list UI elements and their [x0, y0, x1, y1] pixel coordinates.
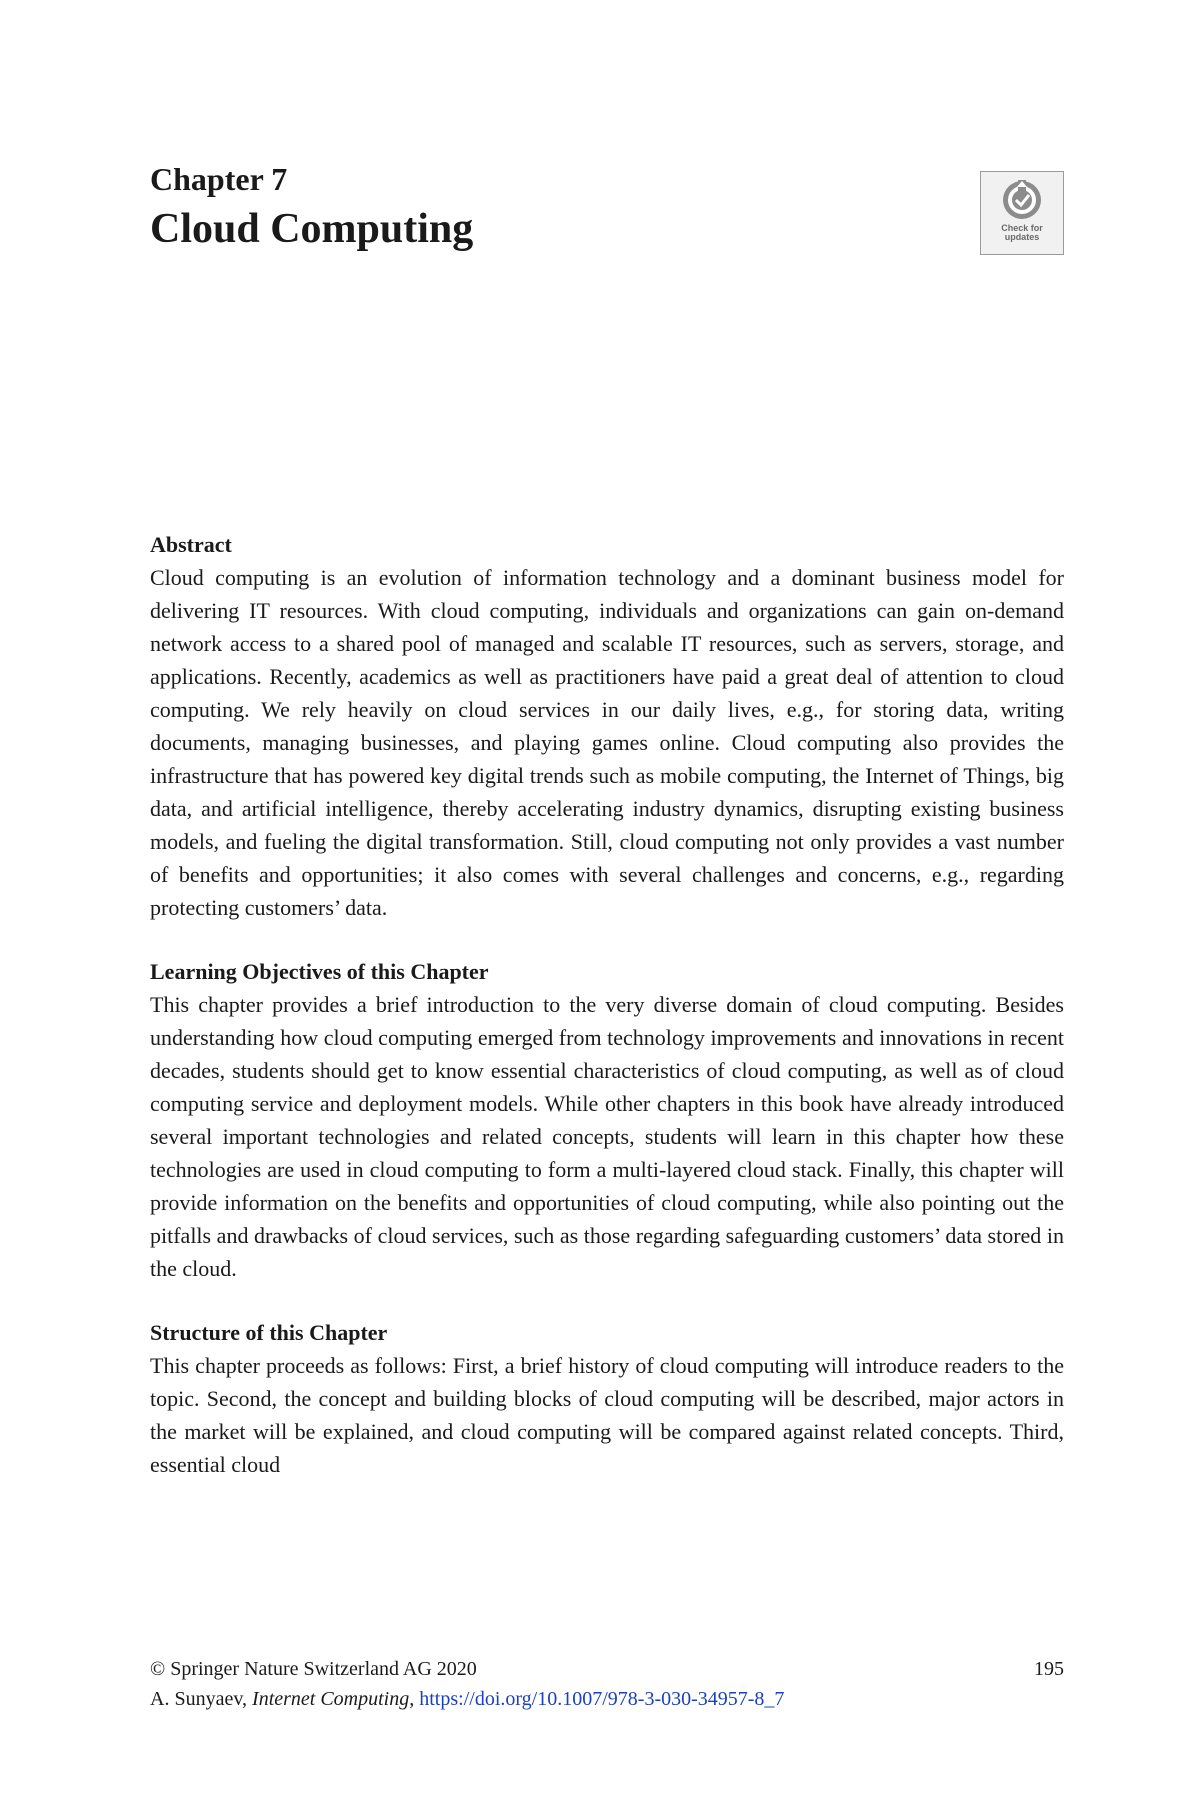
chapter-front-matter [150, 528, 1064, 1512]
copyright-notice: © Springer Nature Switzerland AG 2020 [150, 1658, 477, 1680]
structure-text: This chapter proceeds as follows: First, a brief history of cloud computing will introduce readers to the topic. Second, the concept and building blocks of cloud computing will be described, major actors in the market will be explained, and cloud computing will be compared against related concepts. Third, essential cloud [150, 1353, 1064, 1477]
structure-heading: Structure of this Chapter [150, 1320, 388, 1345]
learning-objectives-text: This chapter provides a brief introduction to the very diverse domain of cloud computing. Besides understanding how cloud computing emerged from technology improvements and innovations in recent decades, students should get to know essential characteristics of cloud computing, as well as of cloud computing service and deployment models. While other chapters in this book have already introduced several important technologies and related concepts, students will learn in this chapter how these technologies are used in cloud computing to form a multi-layered cloud stack. Finally, this chapter will provide information on the benefits and opportunities of cloud computing, while also pointing out the pitfalls and drawbacks of cloud services, such as those regarding safeguarding customers’ data stored in the cloud. [150, 992, 1064, 1281]
chapter-label: Chapter 7 [150, 161, 288, 197]
abstract-text: Cloud computing is an evolution of information technology and a dominant business model for delivering IT resources. With cloud computing, individuals and organizations can gain on-demand network access to a shared pool of managed and scalable IT resources, such as servers, storage, and applications. Recently, academics as well as practitioners have paid a great deal of attention to cloud computing. We rely heavily on cloud services in our daily lives, e.g., for storing data, writing documents, managing businesses, and playing games online. Cloud computing also provides the infrastructure that has powered key digital trends such as mobile computing, the Internet of Things, big data, and artificial intelligence, thereby accelerating industry dynamics, disrupting existing business models, and fueling the digital transformation. Still, cloud computing not only provides a vast number of benefits and opportunities; it also comes with several challenges and concerns, e.g., regarding protecting customers’ data. [150, 565, 1064, 920]
doi-link[interactable]: https://doi.org/10.1007/978-3-030-34957-8_7 [419, 1688, 785, 1710]
footer-copyright-row [150, 1654, 1064, 1684]
learning-objectives-section [150, 955, 1064, 1285]
book-title: Internet Computing [252, 1688, 410, 1710]
abstract-heading: Abstract [150, 532, 232, 557]
badge-label: Check for updates [1001, 223, 1043, 242]
check-for-updates-icon [1000, 178, 1044, 222]
learning-objectives-heading: Learning Objectives of this Chapter [150, 959, 489, 984]
author-name: A. Sunyaev, [150, 1688, 248, 1710]
check-for-updates-badge[interactable] [980, 171, 1064, 255]
citation-line [150, 1684, 1064, 1714]
abstract-section [150, 528, 1064, 924]
structure-section [150, 1316, 1064, 1481]
citation-separator: , [409, 1688, 415, 1710]
page-number: 195 [1034, 1658, 1064, 1680]
page-footer [150, 1654, 1064, 1714]
chapter-title: Cloud Computing [150, 206, 474, 252]
